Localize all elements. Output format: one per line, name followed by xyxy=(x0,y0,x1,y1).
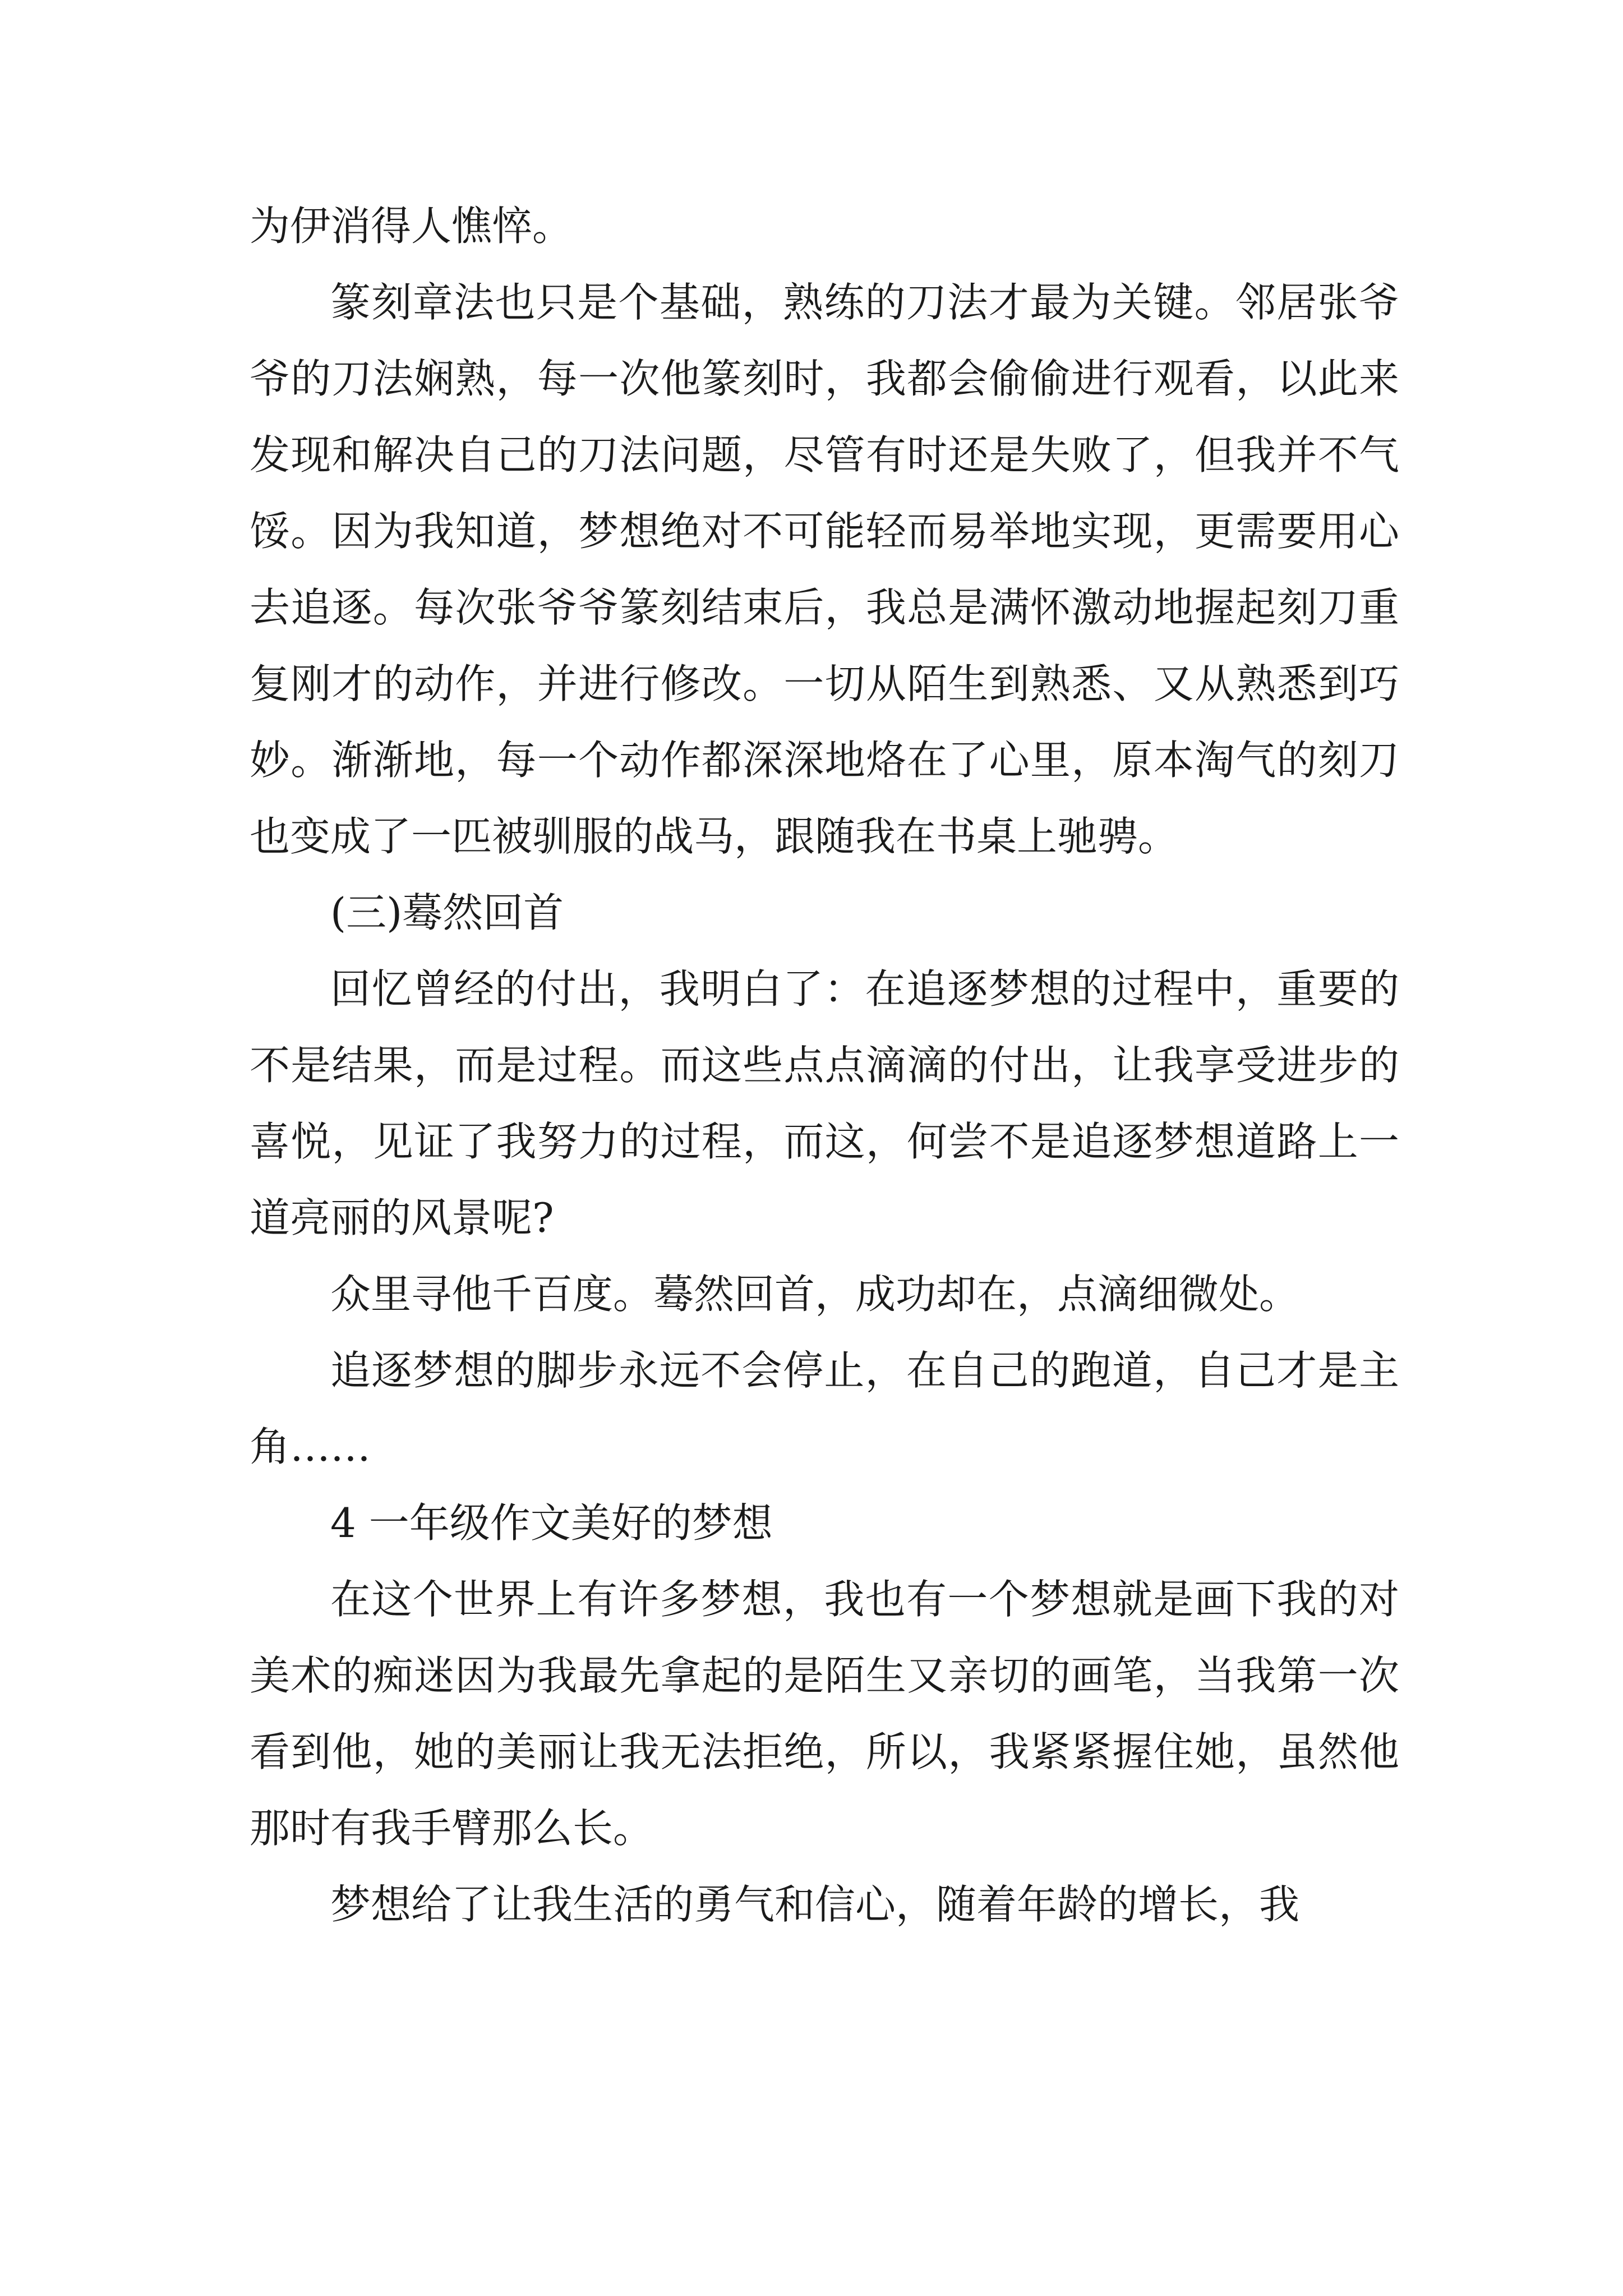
body-text xyxy=(250,188,1399,1943)
paragraph-4: 回忆曾经的付出，我明白了：在追逐梦想的过程中，重要的不是结果，而是过程。而这些点点滴滴的付出，让我享受进步的喜悦，见证了我努力的过程，而这，何尝不是追逐梦想道路上一道亮丽的风景呢? xyxy=(250,965,1399,1241)
section-heading-3: (三)蓦然回首 xyxy=(330,889,564,936)
paragraph-1: 为伊消得人憔悴。 xyxy=(250,203,573,250)
paragraph-5: 众里寻他千百度。蓦然回首，成功却在，点滴细微处。 xyxy=(330,1271,1300,1318)
paragraph-2: 篆刻章法也只是个基础，熟练的刀法才最为关键。邻居张爷爷的刀法娴熟，每一次他篆刻时，我都会偷偷进行观看，以此来发现和解决自己的刀法问题，尽管有时还是失败了，但我并不气馁。因为我知道，梦想绝对不可能轻而易举地实现，更需要用心去追逐。每次张爷爷篆刻结束后，我总是满怀激动地握起刻刀重复刚才的动作，并进行修改。一切从陌生到熟悉、又从熟悉到巧妙。渐渐地，每一个动作都深深地烙在了心里，原本淘气的刻刀也变成了一匹被驯服的战马，跟随我在书桌上驰骋。 xyxy=(250,279,1399,860)
essay-title-4: 4 一年级作文美好的梦想 xyxy=(330,1499,773,1547)
paragraph-6: 追逐梦想的脚步永远不会停止，在自己的跑道，自己才是主角…… xyxy=(250,1347,1399,1470)
paragraph-8: 在这个世界上有许多梦想，我也有一个梦想就是画下我的对美术的痴迷因为我最先拿起的是陌生又亲切的画笔，当我第一次看到他，她的美丽让我无法拒绝，所以，我紧紧握住她，虽然他那时有我手臂那么长。 xyxy=(250,1576,1399,1852)
paragraph-9: 梦想给了让我生活的勇气和信心，随着年龄的增长，我 xyxy=(330,1881,1300,1928)
